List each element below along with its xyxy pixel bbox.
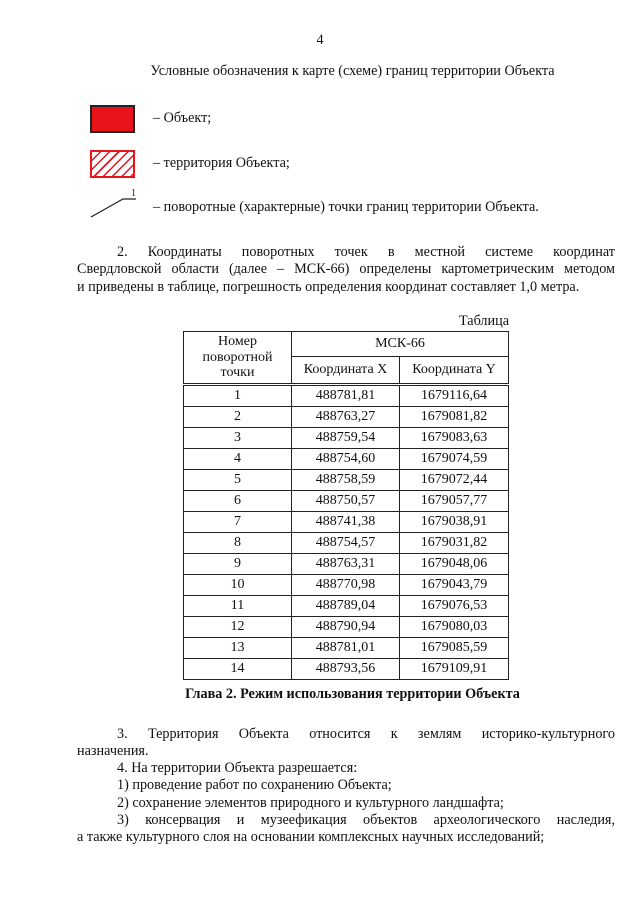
coordinate-x-cell: 488793,56 xyxy=(292,659,400,680)
coordinate-x-cell: 488790,94 xyxy=(292,617,400,638)
coordinate-x-cell: 488789,04 xyxy=(292,596,400,617)
object-symbol xyxy=(90,105,135,133)
paragraph-4-item-3-line-2: а также культурного слоя на основании комплексных научных исследований; xyxy=(77,829,545,846)
legend-item-object xyxy=(90,103,211,135)
point-number-cell: 11 xyxy=(184,596,292,617)
chapter-title: Глава 2. Режим использования территории Объекта xyxy=(185,686,520,702)
table-row xyxy=(184,596,509,617)
coordinate-y-cell: 1679043,79 xyxy=(400,575,509,596)
point-number-cell: 10 xyxy=(184,575,292,596)
point-number-cell: 9 xyxy=(184,554,292,575)
coordinate-y-cell: 1679031,82 xyxy=(400,533,509,554)
legend-item-territory xyxy=(90,148,290,180)
paragraph-2 xyxy=(77,244,615,296)
point-callout-number: 1 xyxy=(131,188,136,199)
point-number-cell: 4 xyxy=(184,449,292,470)
coordinate-x-cell: 488781,81 xyxy=(292,385,400,407)
point-callout-icon xyxy=(90,186,140,222)
coordinate-y-cell: 1679116,64 xyxy=(400,385,509,407)
coordinate-y-cell: 1679038,91 xyxy=(400,512,509,533)
point-number-cell: 5 xyxy=(184,470,292,491)
coordinate-y-cell: 1679076,53 xyxy=(400,596,509,617)
coordinate-x-cell: 488754,60 xyxy=(292,449,400,470)
point-number-cell: 1 xyxy=(184,385,292,407)
point-number-cell: 7 xyxy=(184,512,292,533)
coordinate-y-cell: 1679074,59 xyxy=(400,449,509,470)
table-row xyxy=(184,533,509,554)
coordinate-y-cell: 1679080,03 xyxy=(400,617,509,638)
legend-label-points: – поворотные (характерные) точки границ территории Объекта. xyxy=(153,199,539,216)
table-row xyxy=(184,470,509,491)
header-system: МСК-66 xyxy=(292,332,509,357)
legend-label-territory: – территория Объекта; xyxy=(153,155,290,172)
paragraph-2-line-3: и приведены в таблице, погрешность определения координат составляет 1,0 метра. xyxy=(77,278,580,295)
point-number-cell: 3 xyxy=(184,428,292,449)
coordinate-y-cell: 1679057,77 xyxy=(400,491,509,512)
coordinates-table-body xyxy=(184,385,509,680)
header-coordinate-y: Координата Y xyxy=(400,357,509,385)
legend-title: Условные обозначения к карте (схеме) границ территории Объекта xyxy=(150,63,555,79)
coordinate-x-cell: 488770,98 xyxy=(292,575,400,596)
coordinate-x-cell: 488759,54 xyxy=(292,428,400,449)
paragraph-4 xyxy=(77,760,615,847)
paragraph-4-item-3-line-1: 3) консервация и музеефикация объектов археологического наследия, xyxy=(117,811,615,828)
coordinate-x-cell: 488763,27 xyxy=(292,407,400,428)
paragraph-4-item-2: 2) сохранение элементов природного и культурного ландшафта; xyxy=(117,794,504,811)
table-row xyxy=(184,428,509,449)
page-number: 4 xyxy=(316,32,324,48)
point-number-cell: 2 xyxy=(184,407,292,428)
paragraph-3 xyxy=(77,726,615,761)
table-row xyxy=(184,638,509,659)
legend-label-object: – Объект; xyxy=(153,110,212,127)
header-point-number: Номер поворотной точки xyxy=(184,332,292,385)
coordinate-x-cell: 488781,01 xyxy=(292,638,400,659)
territory-hatch-symbol xyxy=(90,150,135,178)
point-number-cell: 6 xyxy=(184,491,292,512)
table-row xyxy=(184,554,509,575)
paragraph-2-line-2: Свердловской области (далее – МСК-66) определены картометрическим методом xyxy=(77,261,615,278)
coordinate-x-cell: 488758,59 xyxy=(292,470,400,491)
paragraph-4-item-1: 1) проведение работ по сохранению Объекта; xyxy=(117,777,392,794)
coordinate-y-cell: 1679081,82 xyxy=(400,407,509,428)
coordinate-x-cell: 488754,57 xyxy=(292,533,400,554)
table-row xyxy=(184,575,509,596)
table-row xyxy=(184,512,509,533)
coordinate-y-cell: 1679109,91 xyxy=(400,659,509,680)
paragraph-4-intro: 4. На территории Объекта разрешается: xyxy=(117,760,358,776)
coordinate-y-cell: 1679072,44 xyxy=(400,470,509,491)
point-number-cell: 12 xyxy=(184,617,292,638)
table-caption: Таблица xyxy=(458,313,509,329)
table-row xyxy=(184,449,509,470)
point-number-cell: 8 xyxy=(184,533,292,554)
point-callout-symbol xyxy=(90,188,136,222)
table-row xyxy=(184,385,509,407)
point-number-cell: 14 xyxy=(184,659,292,680)
coordinate-y-cell: 1679083,63 xyxy=(400,428,509,449)
legend-item-points xyxy=(90,188,539,224)
coordinate-x-cell: 488750,57 xyxy=(292,491,400,512)
coordinate-y-cell: 1679048,06 xyxy=(400,554,509,575)
table-row xyxy=(184,407,509,428)
coordinate-y-cell: 1679085,59 xyxy=(400,638,509,659)
coordinate-x-cell: 488763,31 xyxy=(292,554,400,575)
coordinate-x-cell: 488741,38 xyxy=(292,512,400,533)
table-row xyxy=(184,659,509,680)
header-coordinate-x: Координата X xyxy=(292,357,400,385)
coordinates-table xyxy=(183,331,509,680)
table-row xyxy=(184,617,509,638)
paragraph-3-line-2: назначения. xyxy=(77,743,149,760)
table-row xyxy=(184,491,509,512)
paragraph-3-line-1: 3. Территория Объекта относится к землям историко-культурного xyxy=(117,726,615,742)
paragraph-2-line-1: 2. Координаты поворотных точек в местной системе координат xyxy=(117,244,615,260)
point-number-cell: 13 xyxy=(184,638,292,659)
